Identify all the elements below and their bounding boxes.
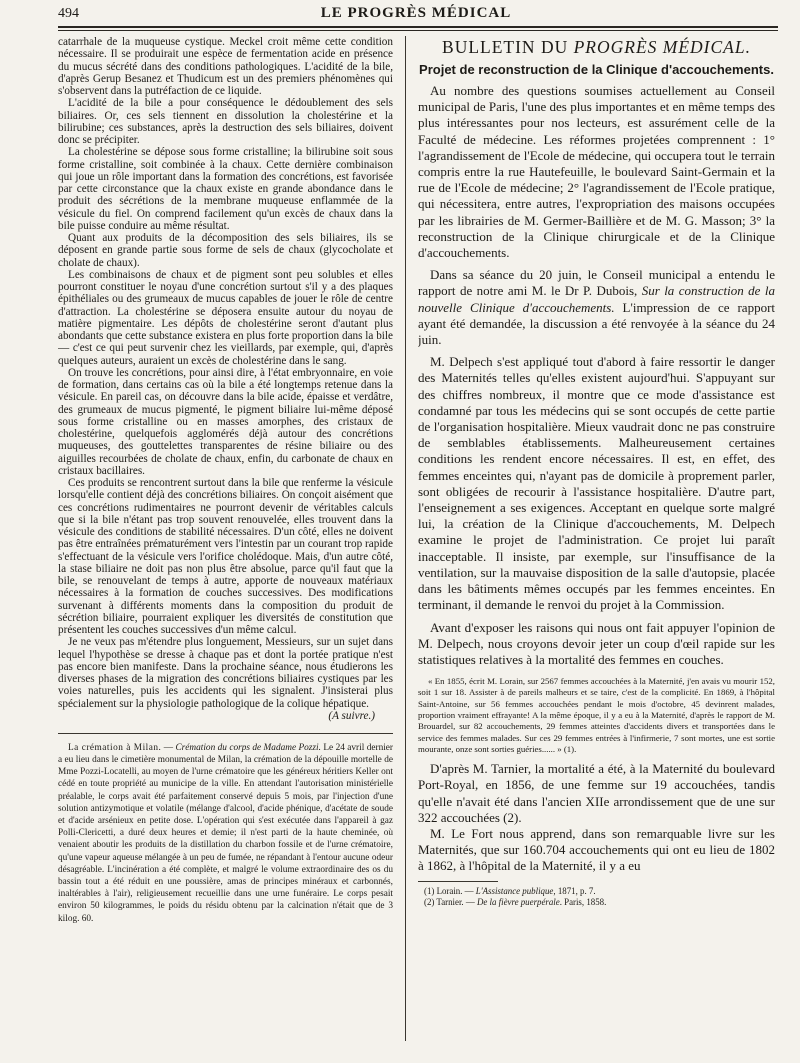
left-paragraph: Je ne veux pas m'étendre plus longuement, Messieurs, sur un sujet dans lequel l'hypothèse se dresse à chaque pas et dont la portée pratique n'est pas encore bien manifeste. Dans la prochaine séance, nous étudierons les diverses phases de la migration des concrétions biliaires cystiques par les voies naturelles, puis les accidents qui les signalent. J'insisterai plus spécialement sur la physiologie pathologique de la colique hépatique. [58,636,393,710]
seance-italic: Sur la construction de la nouvelle Clinique d'accouchements. [418,283,775,315]
cremation-notice: La crémation à Milan. — Crémation du corps de Madame Pozzi. Le 24 avril dernier a eu lieu dans le cimetière monumental de Milan, la crémation de la dépouille mortelle de Mme Pozzi-Locatelli, au moyen de l'urne crématoire que les généreux héritiers Keller ont cédé en toute propriété au municipe de la ville. En attendant l'autorisation ministérielle préalable, le corps avait été parfaitement conservé depuis 5 mois, par l'injection d'une solution antizymotique et volatile (mélange d'alcool, d'acide phénique, d'acétate de soude et d'acide arsénieux en petite dose. L'opération qui s'est exécutée dans l'appareil à gaz Polli-Clericetti, a duré deux heures et demie; il n'est parti de la haute cheminée, où venaient aboutir les produits de la distillation du charbon fossile et de l'urne crématoire, qu'une vapeur aqueuse mélangée à un peu de fumée, ne répandant à l'entour aucune odeur désagréable. L'incinération a été complète, et malgré le volume extraordinaire des os du bassin tout a été réduit en une poussière, amas de principes minéraux et carbonnés, inaltérables à l'air), religieusement recueillie dans une urne funéraire. Le corps pesait environ 50 kilogrammes, le poids du résidu obtenu par la calcination n'était que de 3 kilog. 60. [58,742,393,924]
left-paragraph: On trouve les concrétions, pour ainsi dire, à l'état embryonnaire, en voie de formation, dans certains cas où la bile a été longtemps retenue dans la vésicule. En pareil cas, on découvre dans la bile acide, épaisse et verdâtre, des grumeaux de mucus pigmenté, le pigment biliaire lui-même déposé sous forme cristalline ou en masses amorphes, des cristaux de cholestérine, quelquefois agglomérés déjà autour des concrétions muqueuses, des gouttelettes transparentes de résine biliaire ou des aiguilles recourbées de cholate de chaux, enfin, du carbonate de chaux en cristaux bacillaires. [58,366,393,477]
footnote-author: Tarnier. — [436,896,475,907]
footnote-work: De la fièvre puerpérale [476,896,560,907]
lorain-quote: « En 1855, écrit M. Lorain, sur 2567 femmes accouchées à la Maternité, j'en avais vu mourir 152, soit 1 sur 18. Assister à de pareils malheurs et se taire, c'est de la complicité. En 1869, à l'hôpital Saint-Antoine, sur 56 femmes accouchées pendant le mois d'octobre, 45 devinrent malades, proportion vraiment effrayante! A la même époque, il y a eu à la Maternité, d'après le rapport de M. Brouardel, sur 82 accouchements, 29 femmes atteintes d'accidents divers et transportées dans le service des femmes malades. Sur ces 29 femmes entrées à l'infirmerie, 7 sont mortes, une est sortie mourante, onze sont sorties guéries...... » (1). [418,676,775,754]
journal-title: LE PROGRÈS MÉDICAL [320,5,512,21]
cremation-subtitle: Crémation du corps de Madame Pozzi. [175,742,321,753]
seance-text: Dans sa séance du 20 juin, le Conseil municipal a entendu le rapport de notre ami M. le Dr P. Dubois, [418,267,775,299]
left-paragraph: Ces produits se rencontrent surtout dans la bile que renferme la vésicule lorsqu'elle contient déjà des concrétions biliaires. On conçoit aisément que ces concrétions rudimentaires ne pourront devenir de véritables calculs que si la bile n'étant pas trop souvent renouvelée, elles trouvent dans la vésicule des conditions de stabilité nécessaires. D'un côté, elles ne doivent pas être entraînées prématurément vers l'intestin par un courant trop rapide s'effectuant de la vésicule vers l'orifice cholédoque. Mais, d'un autre côté, la stase biliaire ne doit pas non plus être absolue, parce qu'il faut que la bile, se renouvelant de temps à autre, apporte de nouveaux matériaux nécessaires à la formation de couches successives. Des modifications survenant à différents moments dans la composition du produit de sécrétion biliaire, pourraient expliquer les diversités de constitution que présentent les couches successives d'un même calcul. [58,477,393,636]
right-paragraph: M. Le Fort nous apprend, dans son remarquable livre sur les Maternités, que sur 160.704 accouchements qui ont eu lieu de 1802 à 1862, à l'hôpital de la Maternité, il y a eu [418,826,775,874]
right-paragraph: Au nombre des questions soumises actuellement au Conseil municipal de Paris, l'une des plus importantes et en même temps des plus intéressantes pour nos lecteurs, est assurément celle de la Faculté de médecine. Les réformes projetées comprennent : 1° l'agrandissement de l'Ecole de médecine, qui occupera tout le terrain compris entre la rue Hautefeuille, le boulevard Saint-Germain et la rue de l'Ecole de médecine; 2° l'agrandissement de l'Ecole pratique, qui nécessitera, entre autres, l'expropriation des maisons occupées par les librairies de M. Germer-Baillière et de M. G. Masson; 3° la reconstruction de la Clinique chirurgicale et de la Clinique d'accouchements. [418,83,775,261]
footnote-details: . Paris, 1858. [559,896,607,907]
footnote-work: L'Assistance publique [475,885,554,896]
bulletin-title-plain: BULLETIN DU [442,37,569,57]
footnote-details: , 1871, p. 7. [553,885,596,896]
left-paragraph: catarrhale de la muqueuse cystique. Meckel croit même cette condition nécessaire. Il se produirait une espèce de fermentation acide en présence du mucus sécrété dans des conditions pathologiques. L'acidité de la bile, d'après Gerup Besanez et Thudicum est un des premiers phénomènes qui s'observent dans la putréfaction de ce liquide. [58,36,393,97]
left-paragraph: L'acidité de la bile a pour conséquence le dédoublement des sels biliaires. Or, ces sels tiennent en dissolution la cholestérine et la bilirubine; ces substances, après la destruction des sels biliaires, doivent donc se précipiter. [58,97,393,146]
left-paragraph: Quant aux produits de la décomposition des sels biliaires, ils se déposent en grande partie sous forme de sels de chaux (glycocholate et cholate de chaux). [58,232,393,269]
right-column [418,36,775,1046]
cremation-heading: La crémation à Milan. [68,742,162,753]
right-paragraph: M. Delpech s'est appliqué tout d'abord à faire ressortir le danger des Maternités telles qu'elles existent aujourd'hui. S'appuyant sur des chiffres nombreux, il montre que ce mode d'assistance est condamné par tous les médecins qui se sont occupés de cette partie de l'organisation hospitalière. Mieux vaudrait donc ne pas construire de semblables établissements. Malheureusement certaines conditions les rendent encore nécessaires. Il est, en effet, des femmes enceintes qui, n'ayant pas de domicile à proprement parler, sont obligées de recourir à l'assistance hospitalière. D'autre part, l'enseignement a ses exigences. Acceptant en quelque sorte malgré lui, la création de la Clinique d'accouchements, M. Delpech examine le projet de l'administration. Ce projet lui paraît inacceptable. Il insiste, par exemple, sur l'insuffisance de la ventilation, sur la mauvaise disposition de la salle d'autopsie, placée dans les bâtiments mêmes occupés par les femmes enceintes. En terminant, il demande le renvoi du projet à la Commission. [418,354,775,613]
left-paragraph: La cholestérine se dépose sous forme cristalline; la bilirubine soit sous forme cristalline, soit combinée à la chaux. Cette dernière combinaison qui joue un rôle important dans la formation des concrétions, est favorisée par cette circonstance que la chaux existe en grande abondance dans le produit des sécrétions de la membrane muqueuse enflammée de la vésicule du fiel. On comprend facilement qu'un excès de chaux dans la bile puisse conduire au même résultat. [58,146,393,232]
right-paragraph: Avant d'exposer les raisons qui nous ont fait appuyer l'opinion de M. Delpech, nous croyons devoir jeter un coup d'œil rapide sur les statistiques relatives à la mortalité des femmes en couches. [418,619,775,667]
seance-tail: L'impression de ce rapport ayant été demandée, la discussion a été renvoyée à la séance du 24 juin. [418,299,775,348]
footnote-number: (2) [424,896,435,907]
bulletin-title-italic: PROGRÈS MÉDICAL. [573,37,751,57]
left-column [58,36,393,1046]
column-divider [405,36,406,1041]
footnote-number: (1) [424,885,435,896]
header-rule-thin [58,30,778,31]
left-paragraph: Les combinaisons de chaux et de pigment sont peu solubles et elles pourront constituer le noyau d'une concrétion surtout s'il y a des plaques épithéliales ou des grumeaux de mucus capables de jouer le rôle de centre d'attraction. La cholestérine se déposera ensuite autour du noyau de matière pigmentaire. Les dépôts de cholestérine seront d'autant plus abondants que cette substance existera en plus forte proportion dans la bile — c'est ce qui peut survenir chez les vieillards, par exemple, qui, d'après quelques auteurs, auraient un excès de cholestérine dans le sang. [58,268,393,367]
article-title: Projet de reconstruction de la Clinique d'accouchements. [419,62,774,77]
footnote-rule [418,881,498,882]
footnote-author: Lorain. — [436,885,474,896]
footnote [424,897,775,908]
running-head [58,4,774,26]
header-rule [58,26,778,28]
bulletin-title [418,36,775,58]
cremation-text: Le 24 avril dernier a eu lieu dans le cimetière monumental de Milan, la crémation de la dépouille mortelle de Mme Pozzi-Locatelli, au moyen de l'urne crématoire que les généreux héritiers Keller ont cédé en toute propriété au municipe de la ville. En attendant l'autorisation ministérielle préalable, le corps avait été parfaitement conservé depuis 5 mois, par l'injection d'une solution antizymotique et volatile (mélange d'alcool, d'acide phénique, d'acétate de soude et d'acide arsénieux en petite dose. L'opération qui s'est exécutée dans l'appareil à gaz Polli-Clericetti, a duré deux heures et demie; il n'est parti de la haute cheminée, où venaient aboutir les produits de la distillation du charbon fossile et de l'urne crématoire, qu'une vapeur aqueuse mélangée à un peu de fumée, ne répandant à l'entour aucune odeur désagréable. L'incinération a été complète, et malgré le volume extraordinaire des os du bassin tout a été réduit en une poussière, amas de principes minéraux et carbonnés, inaltérables à l'air), religieusement recueillie dans une urne funéraire. Le corps pesait environ 50 kilogrammes, le poids du résidu obtenu par la calcination n'était que de 3 kilog. 60. [58,742,393,924]
footnote [424,886,775,897]
right-paragraph: D'après M. Tarnier, la mortalité a été, à la Maternité du boulevard Port-Royal, en 1856, de une femme sur 19 accouchées, tandis qu'elle n'avait été dans l'ancien XIIe arrondissement que de une sur 322 accouchées (2). [418,761,775,825]
section-rule [58,733,393,734]
page-number: 494 [58,6,79,21]
seance-paragraph [418,267,775,348]
to-be-continued: (A suivre.) [328,709,375,722]
